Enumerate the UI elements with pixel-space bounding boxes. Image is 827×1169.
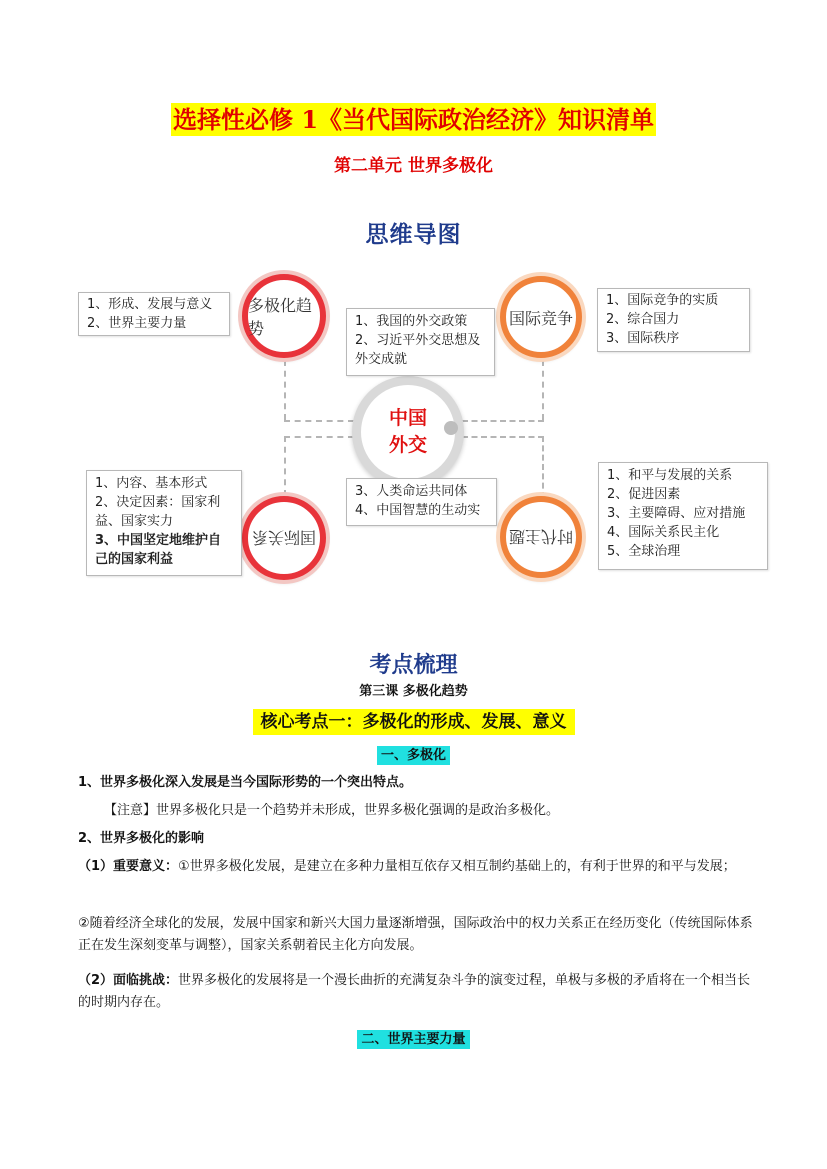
node-era-theme: 时代主题	[500, 496, 582, 578]
section-heading-major-forces: 二、世界主要力量	[0, 1028, 827, 1047]
box-community: 3、人类命运共同体 4、中国智慧的生动实	[346, 478, 497, 526]
core-point-heading: 核心考点一：多极化的形成、发展、意义	[0, 707, 827, 732]
document-title: 选择性必修 1《当代国际政治经济》知识清单	[172, 105, 655, 134]
lesson-title: 第三课 多极化趋势	[359, 684, 468, 699]
paragraph-development: ②随着经济全球化的发展，发展中国家和新兴大国力量逐渐增强，国际政治中的权力关系正在经历变化（传统国际体系正在发生深刻变革与调整），国家关系朝着民主化方向发展。	[78, 916, 753, 953]
paragraph-significance: （1）重要意义：①世界多极化发展，是建立在多种力量相互依存又相互制约基础上的，有利于世界的和平与发展；	[78, 859, 736, 874]
box-relations: 1、内容、基本形式 2、决定因素：国家利益、国家实力 3、中国坚定地维护自己的国家利益	[86, 470, 242, 576]
connector-bottom-right-horizontal	[462, 436, 544, 438]
box-era-theme: 1、和平与发展的关系 2、促进因素 3、主要障碍、应对措施 4、国际关系民主化 5、全球治理	[598, 462, 768, 570]
connector-left-lower	[284, 436, 286, 496]
paragraph-1: 1、世界多极化深入发展是当今国际形势的一个突出特点。	[78, 775, 413, 790]
paragraph-impact-heading: 2、世界多极化的影响	[78, 831, 205, 846]
connector-top-right-horizontal	[462, 420, 544, 422]
decorative-dot	[444, 421, 458, 435]
connector-bottom-left-horizontal	[284, 436, 354, 438]
connector-left-upper	[284, 360, 286, 420]
box-diplomacy-policy: 1、我国的外交政策 2、习近平外交思想及外交成就	[346, 308, 495, 376]
review-heading: 考点梳理	[369, 652, 458, 678]
unit-title: 第二单元 世界多极化	[334, 156, 493, 176]
node-china-diplomacy: 中国 外交	[352, 376, 464, 488]
box-multipolarity: 1、形成、发展与意义 2、世界主要力量	[78, 292, 230, 336]
connector-top-left-horizontal	[284, 420, 354, 422]
node-multipolarity: 多极化趋势	[242, 274, 326, 358]
paragraph-note: 【注意】世界多极化只是一个趋势并未形成，世界多极化强调的是政治多极化。	[104, 803, 560, 818]
connector-right-upper	[542, 360, 544, 420]
mindmap-heading: 思维导图	[365, 221, 462, 248]
section-heading-multipolarity: 一、多极化	[0, 744, 827, 763]
box-competition: 1、国际竞争的实质 2、综合国力 3、国际秩序	[597, 288, 750, 352]
connector-right-lower	[542, 436, 544, 498]
node-international-relations: 国际关系	[242, 496, 326, 580]
node-international-competition: 国际竞争	[500, 276, 582, 358]
paragraph-challenges: （2）面临挑战：世界多极化的发展将是一个漫长曲折的充满复杂斗争的演变过程，单极与多极的矛盾将在一个相当长的时期内存在。	[78, 973, 751, 1010]
